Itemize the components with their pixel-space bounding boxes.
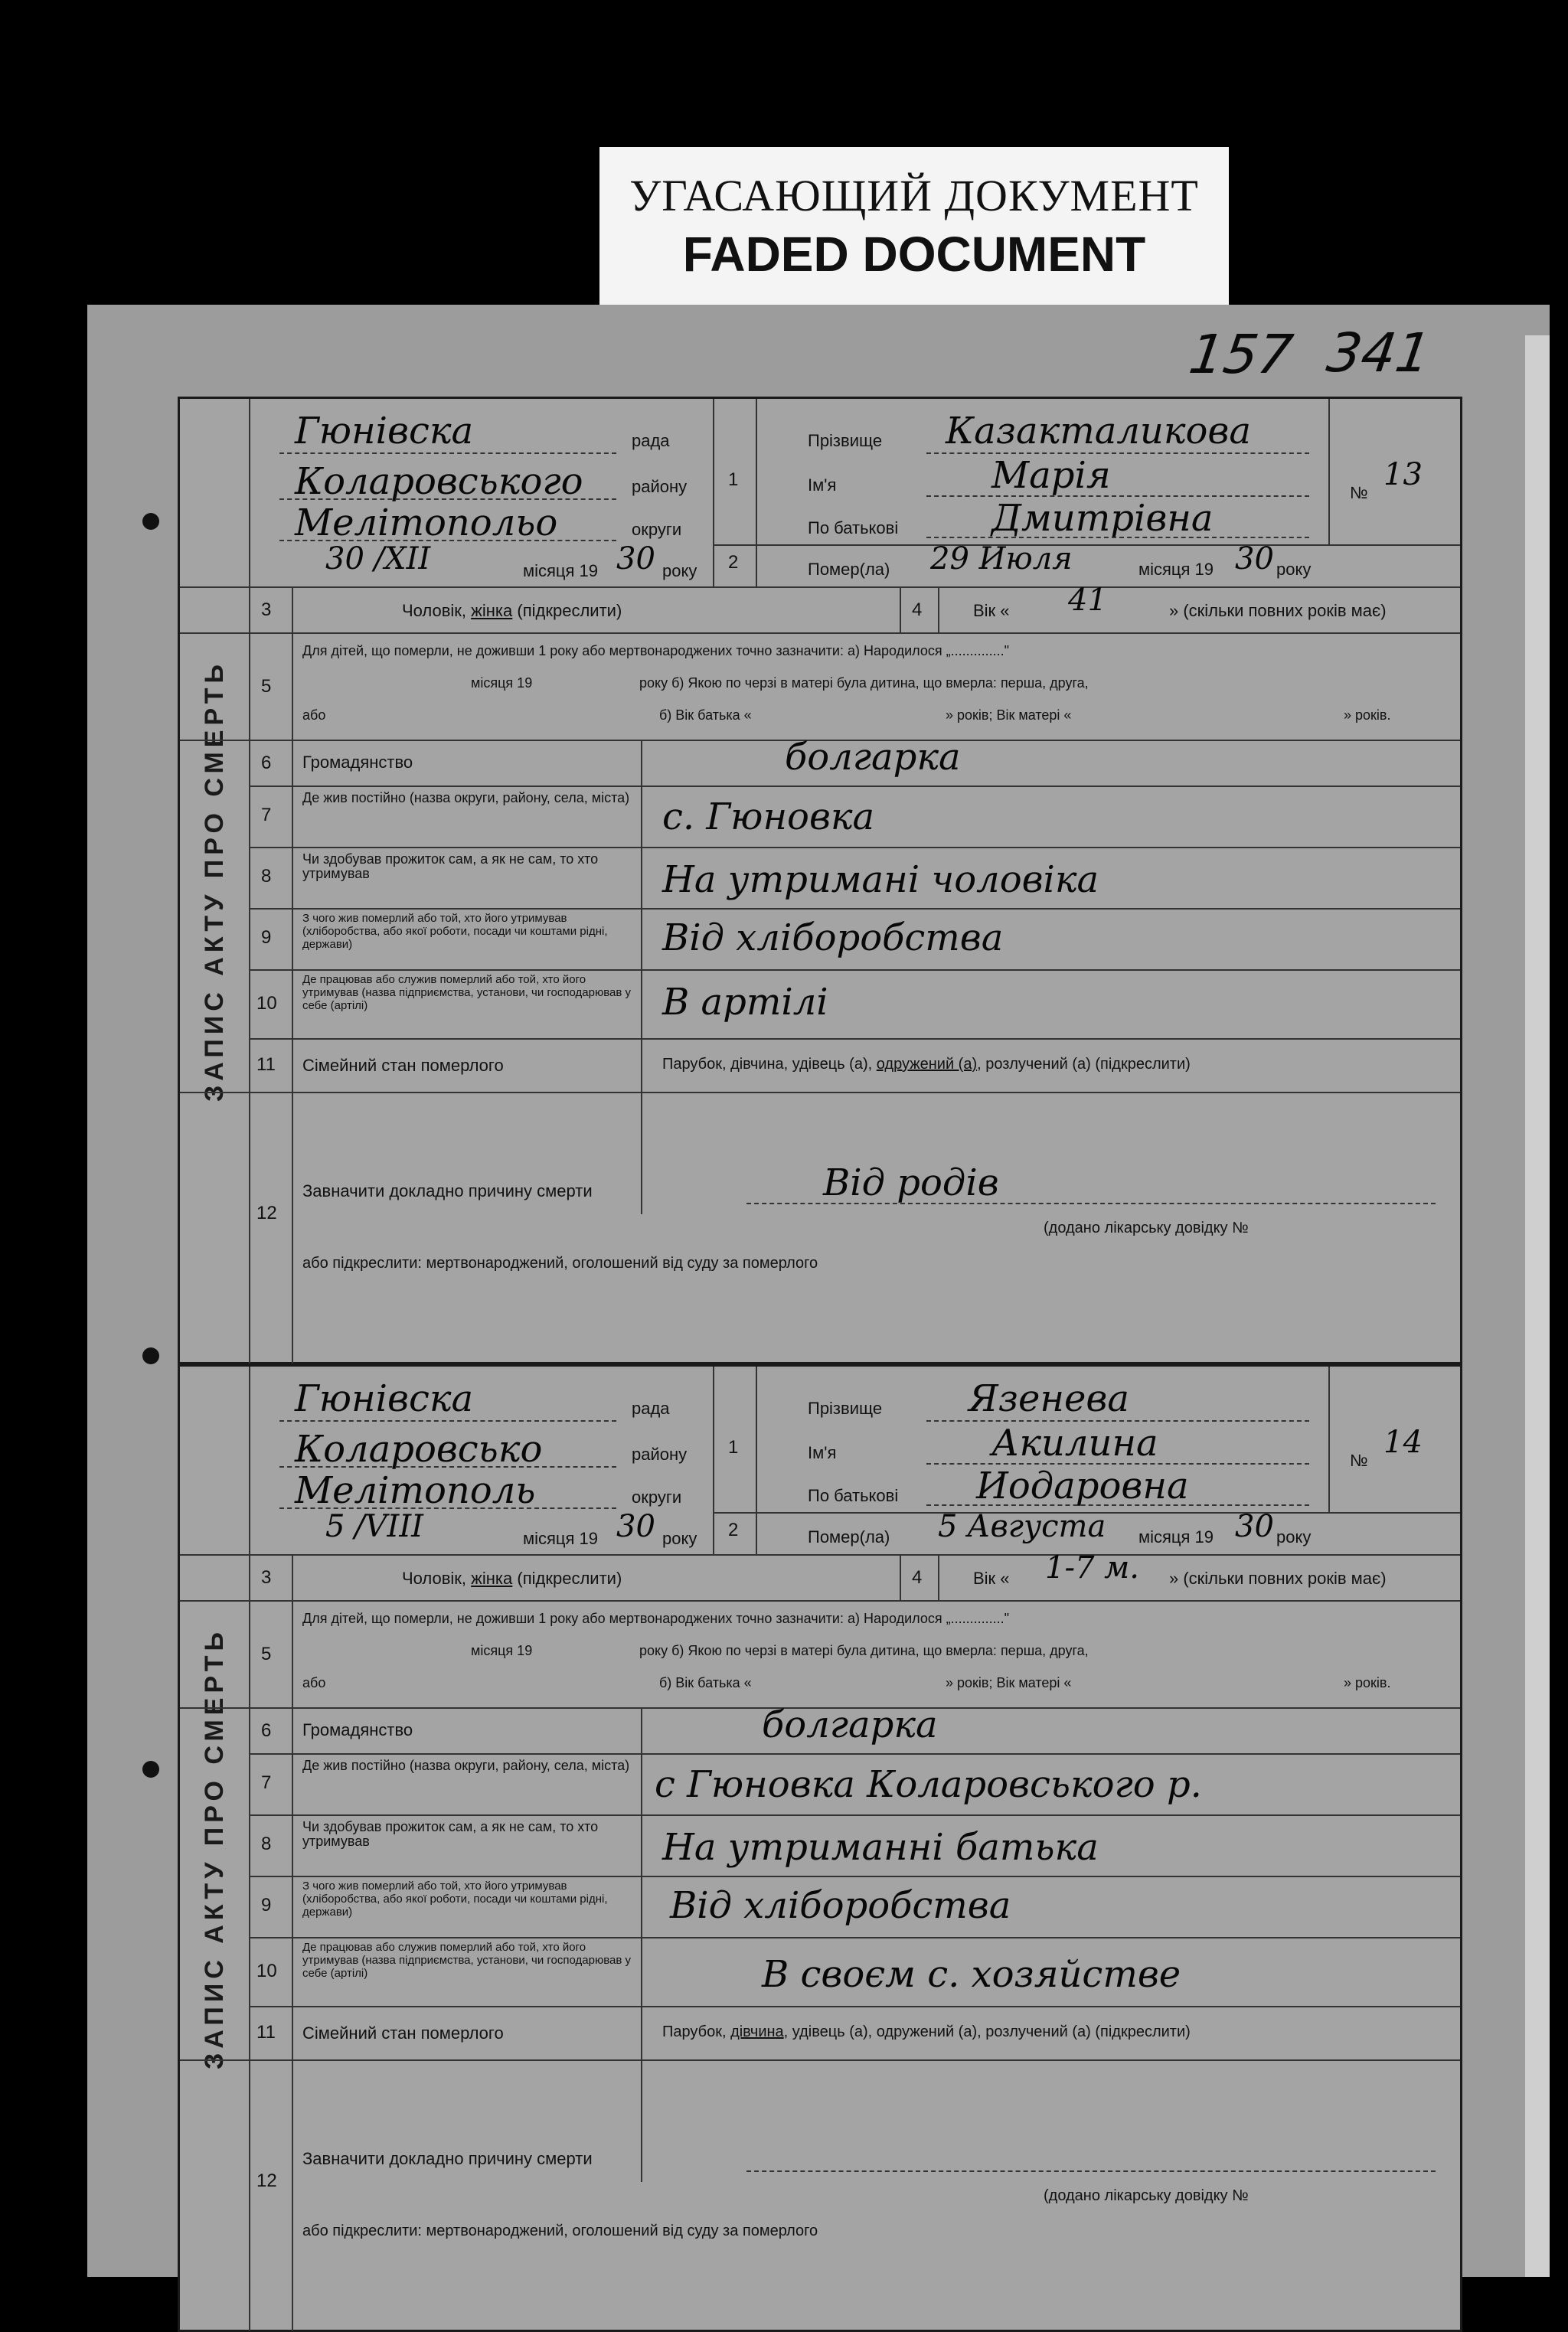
children-line-1: Для дітей, що померли, не доживши 1 року або мертвонароджених точно зазначити: а) Народилося „.............." [302, 643, 1010, 658]
surname-label: Прізвище [808, 431, 883, 450]
patronymic-value: Дмитрівна [991, 497, 1214, 540]
marital-opt-c: , розлучений (а) (підкреслити) [977, 1056, 1191, 1073]
okrug-label: округи [632, 1488, 682, 1507]
row-number: 10 [256, 1961, 277, 1981]
death-record-1 [178, 397, 1462, 1364]
marital-opt-a: Парубок, дівчина, удівець (а), [662, 1056, 877, 1073]
children-line-3a: або [302, 707, 326, 723]
row-number: 5 [261, 676, 272, 697]
cause-value: Від родів [823, 1161, 999, 1204]
surname-value: Язенева [969, 1377, 1129, 1420]
r12-alt: або підкреслити: мертвонароджений, оголошений від суду за померлого [302, 2223, 818, 2239]
livelihood-value: Від хліборобства [670, 1884, 1011, 1927]
row-number: 7 [261, 1772, 272, 1793]
raion-value: Коларовсько [295, 1428, 543, 1471]
name-value: Марія [991, 454, 1111, 497]
row-number: 12 [256, 1203, 277, 1223]
r12-alt: або підкреслити: мертвонароджений, оголошений від суду за померлого [302, 1255, 818, 1272]
registration-year: 30 [616, 1509, 655, 1544]
row-number: 4 [912, 599, 923, 620]
died-year: 30 [1235, 541, 1274, 576]
row-number: 9 [261, 1895, 272, 1916]
residence-value: с Гюновка Коларовського р. [655, 1763, 1202, 1806]
surname-label: Прізвище [808, 1399, 883, 1418]
marital-opt-c: , удівець (а), одружений (а), розлучений (а) (підкреслити) [783, 2023, 1191, 2040]
marital-options [662, 2023, 1191, 2041]
r6-label: Громадянство [302, 1720, 413, 1739]
okrug-label: округи [632, 520, 682, 539]
children-line-3b: б) Вік батька « [659, 707, 752, 723]
roku-label: року [662, 1529, 697, 1548]
died-month-label: місяця 19 [1138, 560, 1214, 579]
row-number: 8 [261, 866, 272, 887]
row-number: 6 [261, 1720, 272, 1741]
children-line-3c: » років; Вік матері « [946, 1675, 1072, 1690]
registration-year: 30 [616, 541, 655, 576]
children-line-2: місяця 19 [471, 675, 533, 691]
binding-hole [142, 1347, 159, 1364]
row-number: 3 [261, 599, 272, 620]
children-line-3b: б) Вік батька « [659, 1675, 752, 1690]
row-number: 4 [912, 1567, 923, 1588]
support-value: На утриманні батька [662, 1826, 1099, 1869]
name-label: Ім'я [808, 475, 837, 495]
row-number: 1 [728, 469, 739, 490]
marital-options [662, 1056, 1191, 1073]
r11-label: Сімейний стан померлого [302, 1056, 504, 1075]
died-label: Помер(ла) [808, 1527, 890, 1547]
sheet-edge [1525, 335, 1550, 2277]
record-side-title: ЗАПИС АКТУ ПРО СМЕРТЬ [200, 660, 229, 1102]
workplace-value: В своєм с. хозяйстве [762, 1953, 1181, 1996]
children-line-2b: року б) Якою по черзі в матері була дитина, що вмерла: перша, друга, [639, 1643, 1089, 1658]
raion-label: району [632, 1445, 688, 1464]
marital-opt-selected: дівчина [730, 2023, 784, 2040]
row-number: 2 [728, 552, 739, 573]
age-label: Вік « [973, 1569, 1010, 1588]
r12-label: Завначити докладно причину смерти [302, 2149, 593, 2168]
number-label: № [1350, 483, 1368, 502]
row-number: 12 [256, 2170, 277, 2191]
children-line-1: Для дітей, що померли, не доживши 1 року або мертвонароджених точно зазначити: а) Народилося „.............." [302, 1611, 1010, 1626]
age-suffix: » (скільки повних років має) [1169, 601, 1387, 620]
age-label: Вік « [973, 601, 1010, 620]
r12-label: Завначити докладно причину смерти [302, 1181, 593, 1200]
death-record-2 [178, 1364, 1462, 2332]
r7-label: Де жив постійно (назва округи, району, села, міста) [302, 1758, 630, 1773]
r11-label: Сімейний стан померлого [302, 2023, 504, 2043]
raion-value: Коларовського [295, 460, 583, 503]
rada-value: Гюнівска [295, 1377, 474, 1420]
residence-value: с. Гюновка [662, 795, 875, 838]
roku-label: року [662, 561, 697, 580]
archive-old-number: 341 [1323, 322, 1435, 384]
r8-label: Чи здобував прожиток сам, а як не сам, то хто утримував [302, 1819, 599, 1849]
marital-opt-selected: одружений (а) [876, 1056, 978, 1073]
binding-hole [142, 513, 159, 530]
okrug-value: Мелітополь [295, 1469, 536, 1512]
died-label: Помер(ла) [808, 560, 890, 579]
marital-opt-a: Парубок, [662, 2023, 731, 2040]
children-line-3d: » років. [1344, 1675, 1391, 1690]
patronymic-value: Иодаровна [976, 1465, 1189, 1507]
surname-value: Казакталикова [946, 410, 1251, 452]
row-number: 11 [256, 2022, 276, 2043]
name-value: Акилина [991, 1422, 1158, 1465]
age-value: 41 [1068, 583, 1107, 618]
children-line-2b: року б) Якою по черзі в матері була дитина, що вмерла: перша, друга, [639, 675, 1089, 691]
age-value: 1-7 м. [1045, 1550, 1140, 1586]
died-month-label: місяця 19 [1138, 1527, 1214, 1547]
r7-label: Де жив постійно (назва округи, району, села, міста) [302, 790, 630, 805]
row-number: 3 [261, 1567, 272, 1588]
died-roku-label: року [1276, 560, 1312, 579]
faded-document-label [599, 147, 1229, 310]
row-number: 1 [728, 1437, 739, 1458]
patronymic-label: По батькові [808, 1486, 899, 1505]
label-title-ru: УГАСАЮЩИЙ ДОКУМЕНТ [629, 171, 1199, 220]
age-suffix: » (скільки повних років має) [1169, 1569, 1387, 1588]
registration-date: 30 /XII [325, 541, 431, 576]
row-number: 2 [728, 1520, 739, 1540]
row-number: 8 [261, 1834, 272, 1854]
died-year: 30 [1235, 1509, 1274, 1544]
number-label: № [1350, 1451, 1368, 1470]
month-year-label: місяця 19 [523, 561, 599, 580]
rada-label: рада [632, 431, 670, 450]
row-number: 10 [256, 993, 277, 1014]
children-line-3d: » років. [1344, 707, 1391, 723]
gender-label: Чоловік, жінка (підкреслити) [402, 601, 622, 620]
children-line-2: місяця 19 [471, 1643, 533, 1658]
children-line-3a: або [302, 1675, 326, 1690]
row-number: 5 [261, 1644, 272, 1664]
r12-cert: (додано лікарську довідку № [1044, 2187, 1249, 2204]
record-side-title: ЗАПИС АКТУ ПРО СМЕРТЬ [200, 1628, 229, 2070]
support-value: На утримані чоловіка [662, 858, 1099, 901]
r6-label: Громадянство [302, 753, 413, 772]
r10-label: Де працював або служив померлий або той, хто його утримував (назва підприємства, установи, чи господарював у себе (артілі) [302, 1941, 631, 1980]
died-roku-label: року [1276, 1527, 1312, 1547]
died-date: 5 Августа [938, 1509, 1106, 1544]
row-number: 9 [261, 927, 272, 948]
registration-date: 5 /VIII [325, 1509, 423, 1544]
children-line-3c: » років; Вік матері « [946, 707, 1072, 723]
record-number: 14 [1383, 1425, 1423, 1460]
row-number: 6 [261, 753, 272, 773]
r9-label: З чого жив померлий або той, хто його утримував (хліборобства, або якої роботи, посади чи коштами рідні, держави) [302, 912, 608, 951]
row-number: 11 [256, 1054, 276, 1075]
label-title-en: FADED DOCUMENT [682, 227, 1146, 282]
patronymic-label: По батькові [808, 518, 899, 537]
archive-sheet-number: 157 [1185, 323, 1297, 386]
livelihood-value: Від хліборобства [662, 916, 1004, 959]
citizenship-value: болгарка [785, 736, 961, 779]
rada-label: рада [632, 1399, 670, 1418]
workplace-value: В артілі [662, 981, 828, 1024]
citizenship-value: болгарка [762, 1703, 938, 1746]
name-label: Ім'я [808, 1443, 837, 1462]
record-number: 13 [1383, 457, 1423, 492]
died-date: 29 Июля [930, 541, 1073, 576]
r8-label: Чи здобував прожиток сам, а як не сам, то хто утримував [302, 851, 599, 881]
r12-cert: (додано лікарську довідку № [1044, 1220, 1249, 1236]
raion-label: району [632, 477, 688, 496]
document-sheet [87, 305, 1550, 2277]
okrug-value: Мелітопольо [295, 501, 558, 544]
binding-hole [142, 1761, 159, 1778]
gender-label: Чоловік, жінка (підкреслити) [402, 1569, 622, 1588]
row-number: 7 [261, 805, 272, 825]
r9-label: З чого жив померлий або той, хто його утримував (хліборобства, або якої роботи, посади чи коштами рідні, держави) [302, 1880, 608, 1919]
r10-label: Де працював або служив померлий або той, хто його утримував (назва підприємства, установи, чи господарював у себе (артілі) [302, 973, 631, 1012]
rada-value: Гюнівска [295, 410, 474, 452]
month-year-label: місяця 19 [523, 1529, 599, 1548]
